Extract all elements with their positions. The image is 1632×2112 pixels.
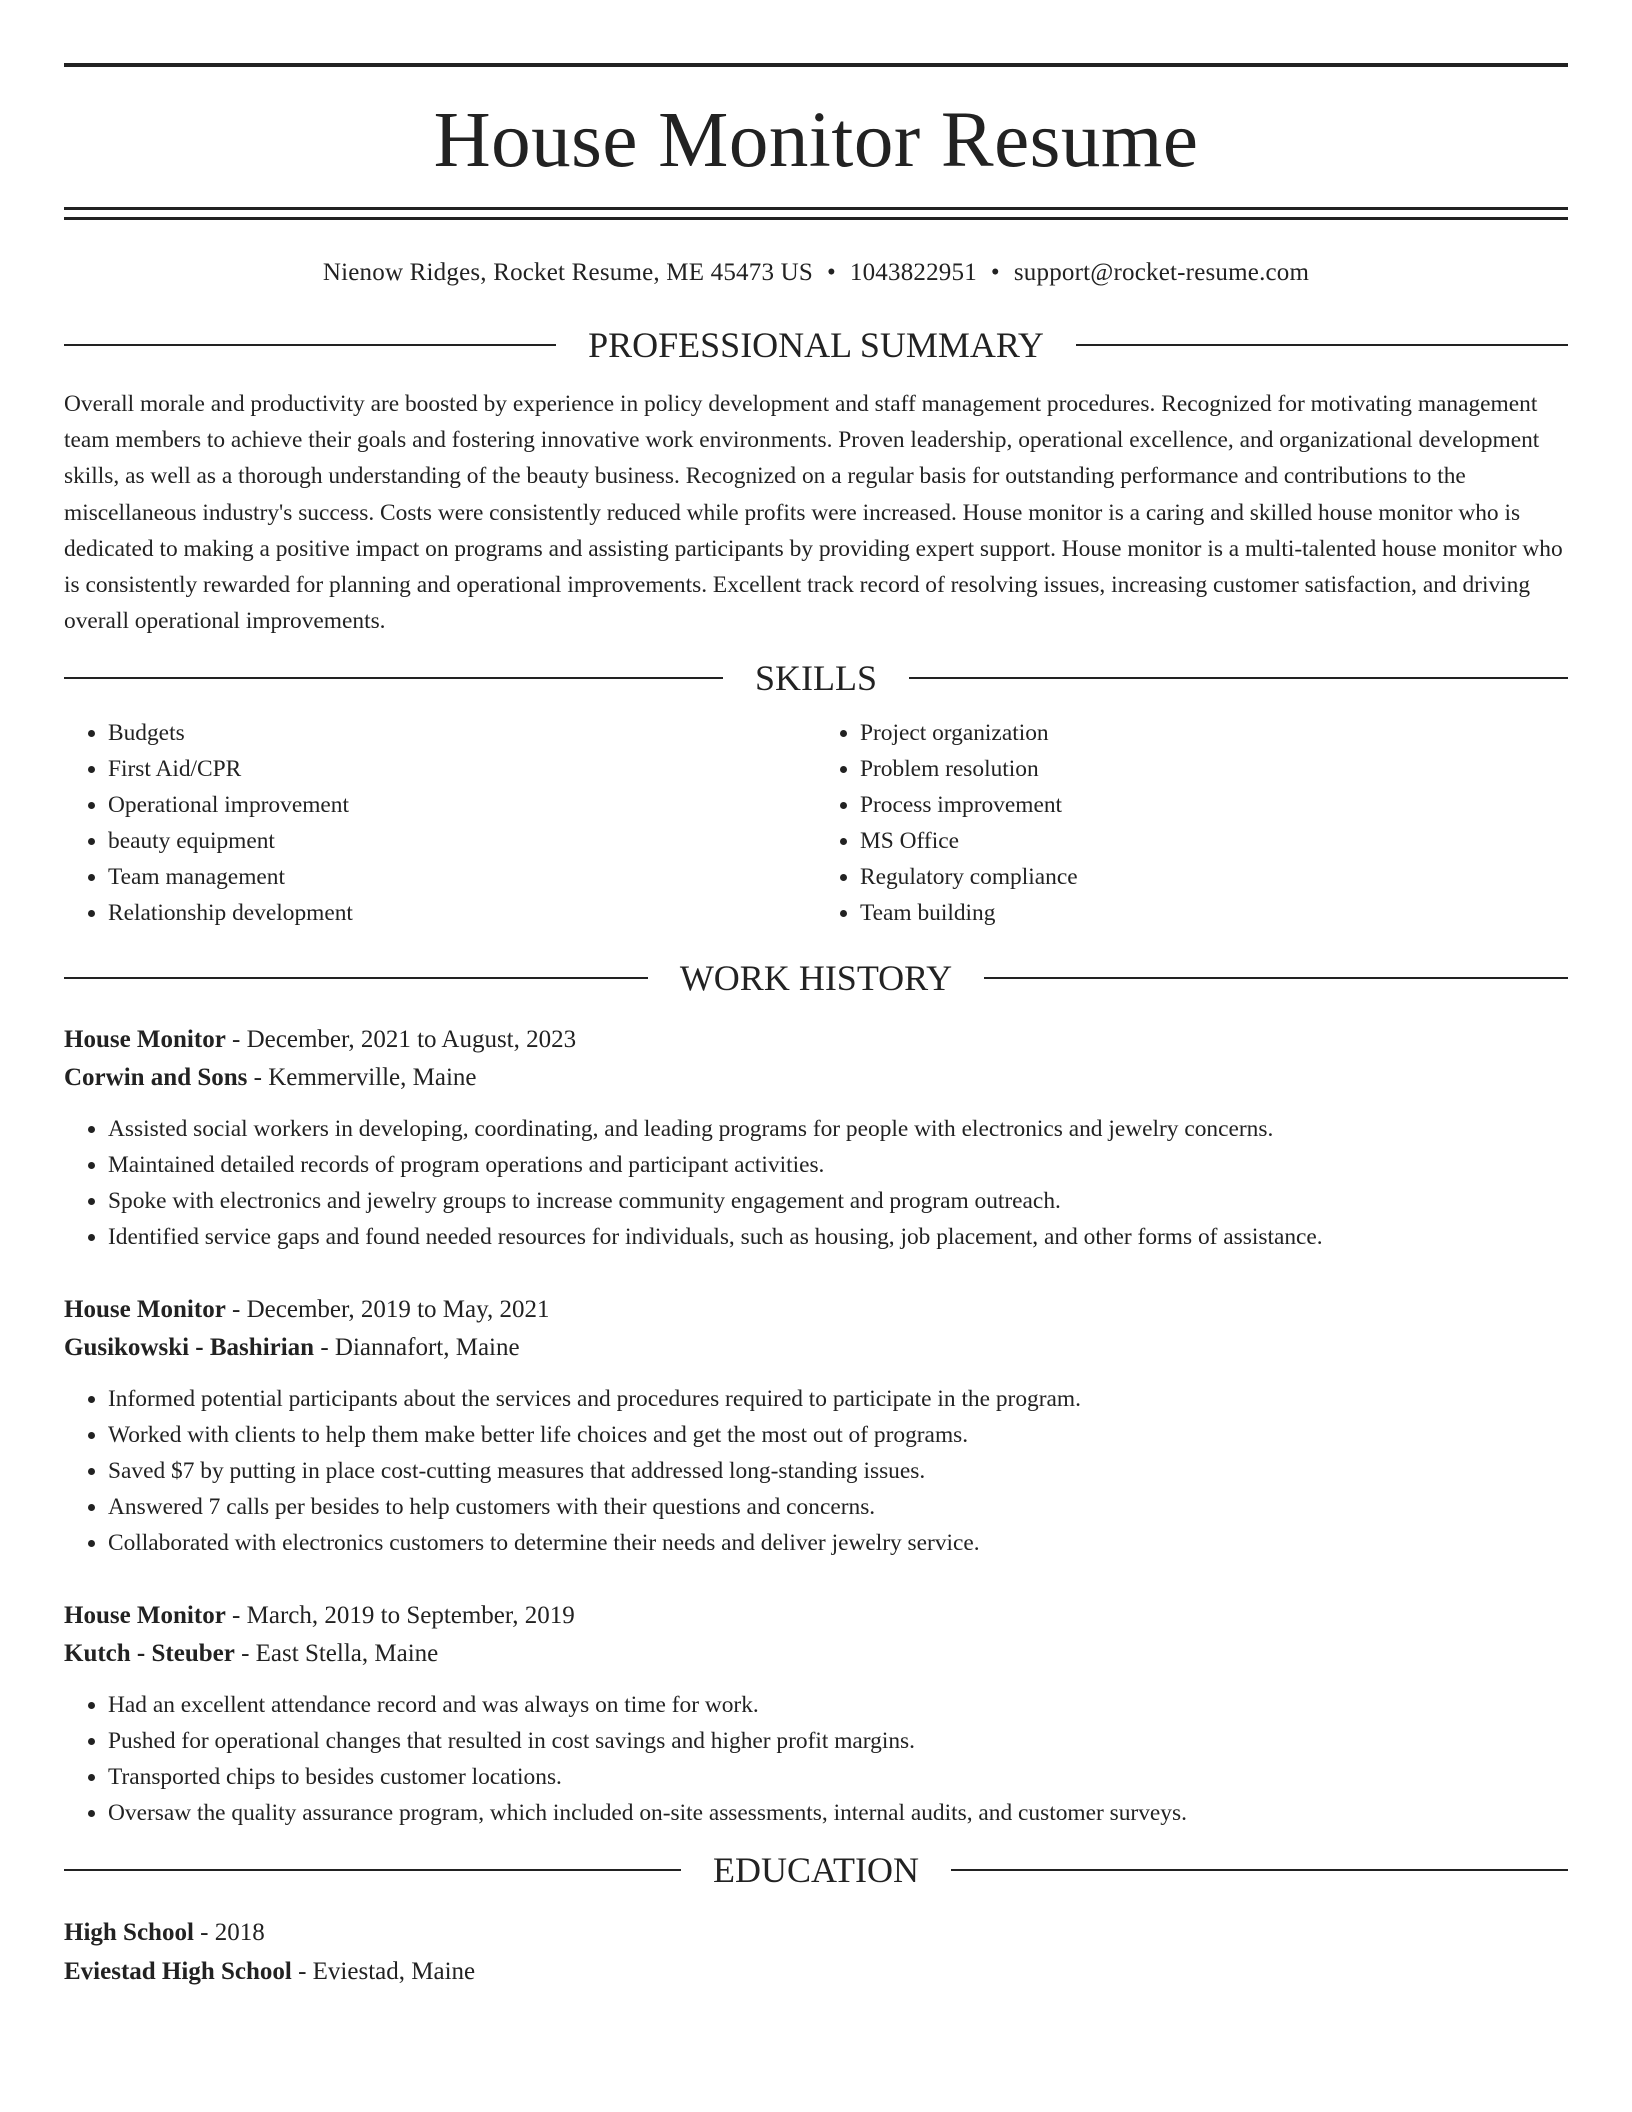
- heading-rule: [951, 1869, 1568, 1871]
- skill-item: • Problem resolution: [860, 751, 1568, 787]
- contact-line: [64, 256, 1568, 290]
- text-separator: -: [225, 1296, 247, 1324]
- job-bullet: • Oversaw the quality assurance program, which included on-site assessments, internal audits, and customer surveys.: [108, 1795, 1568, 1831]
- job-company: Kutch - Steuber: [64, 1640, 235, 1668]
- text-separator: -: [193, 1919, 215, 1947]
- job-bullet: • Transported chips to besides customer locations.: [108, 1759, 1568, 1795]
- job-title: House Monitor: [64, 1602, 226, 1630]
- skill-item: • Relationship development: [108, 895, 816, 931]
- job-title: House Monitor: [64, 1026, 226, 1054]
- skills-column-left: [64, 715, 816, 931]
- job-company-line: [64, 1635, 1568, 1673]
- education-entry: [64, 1913, 1568, 1991]
- job-bullet: • Pushed for operational changes that resulted in cost savings and higher profit margins.: [108, 1723, 1568, 1759]
- education-degree-line: [64, 1913, 1568, 1952]
- section-title: SKILLS: [755, 658, 878, 699]
- contact-separator: •: [990, 259, 1000, 286]
- skill-item: • beauty equipment: [108, 823, 816, 859]
- contact-address: Nienow Ridges, Rocket Resume, ME 45473 US: [322, 259, 813, 286]
- skills-column-right: [816, 715, 1568, 931]
- heading-rule: [64, 977, 648, 979]
- job-entry: [64, 1021, 1568, 1255]
- job-bullet: • Answered 7 calls per besides to help customers with their questions and concerns.: [108, 1489, 1568, 1525]
- skill-item: • Regulatory compliance: [860, 859, 1568, 895]
- job-entry: [64, 1597, 1568, 1831]
- skill-item: • First Aid/CPR: [108, 751, 816, 787]
- skill-item: • Budgets: [108, 715, 816, 751]
- text-separator: -: [234, 1640, 256, 1668]
- job-bullet: • Collaborated with electronics customers to determine their needs and deliver jewelry service.: [108, 1525, 1568, 1561]
- skill-item: • Team building: [860, 895, 1568, 931]
- job-bullet: • Saved $7 by putting in place cost-cutting measures that addressed long-standing issues.: [108, 1453, 1568, 1489]
- job-bullet: • Spoke with electronics and jewelry groups to increase community engagement and program outreach.: [108, 1183, 1568, 1219]
- skill-item: • Operational improvement: [108, 787, 816, 823]
- text-separator: -: [247, 1064, 269, 1092]
- job-dates: March, 2019 to September, 2019: [246, 1602, 575, 1630]
- heading-rule: [984, 977, 1568, 979]
- heading-rule: [64, 1869, 681, 1871]
- section-heading-work: [64, 957, 1568, 999]
- job-bullets: [64, 1381, 1568, 1561]
- job-bullet: • Identified service gaps and found needed resources for individuals, such as housing, job placement, and other forms of assistance.: [108, 1219, 1568, 1255]
- heading-rule: [909, 677, 1568, 679]
- job-bullets: [64, 1111, 1568, 1255]
- job-bullet: • Informed potential participants about the services and procedures required to participate in the program.: [108, 1381, 1568, 1417]
- heading-rule: [1076, 344, 1568, 346]
- title-double-rule: [64, 207, 1568, 220]
- education-school: Eviestad High School: [64, 1958, 292, 1986]
- skills-list: [64, 715, 1568, 931]
- job-bullet: • Maintained detailed records of program operations and participant activities.: [108, 1147, 1568, 1183]
- job-dates: December, 2019 to May, 2021: [246, 1296, 550, 1324]
- job-location: Kemmerville, Maine: [268, 1064, 477, 1092]
- job-title-line: [64, 1597, 1568, 1635]
- heading-rule: [64, 677, 723, 679]
- text-separator: -: [225, 1026, 247, 1054]
- job-location: East Stella, Maine: [255, 1640, 439, 1668]
- contact-separator: •: [826, 259, 836, 286]
- text-separator: -: [314, 1334, 335, 1362]
- job-company: Gusikowski - Bashirian: [64, 1334, 315, 1362]
- section-heading-education: [64, 1849, 1568, 1891]
- skill-item: • Process improvement: [860, 787, 1568, 823]
- job-company-line: [64, 1059, 1568, 1097]
- job-dates: December, 2021 to August, 2023: [246, 1026, 577, 1054]
- job-bullet: • Had an excellent attendance record and was always on time for work.: [108, 1687, 1568, 1723]
- text-separator: -: [225, 1602, 247, 1630]
- education-year: 2018: [214, 1919, 265, 1947]
- summary-paragraph: Overall morale and productivity are boosted by experience in policy development and staff management procedures. Recognized for motivating management team members to achieve their goals and fostering innovative work environments. Proven leadership, operational excellence, and organizational development skills, as well as a thorough understanding of the beauty business. Recognized on a regular basis for outstanding performance and contributions to the miscellaneous industry's success. Costs were consistently reduced while profits were increased. House monitor is a caring and skilled house monitor who is dedicated to making a positive impact on programs and assisting participants by providing expert support. House monitor is a multi-talented house monitor who is consistently rewarded for planning and operational improvements. Excellent track record of resolving issues, increasing customer satisfaction, and driving overall operational improvements.: [64, 391, 1563, 635]
- section-heading-summary: [64, 324, 1568, 366]
- skill-item: • Team management: [108, 859, 816, 895]
- job-company-line: [64, 1329, 1568, 1367]
- job-title-line: [64, 1291, 1568, 1329]
- job-title: House Monitor: [64, 1296, 226, 1324]
- section-title: WORK HISTORY: [679, 958, 953, 999]
- skill-item: • MS Office: [860, 823, 1568, 859]
- section-title: EDUCATION: [713, 1850, 919, 1891]
- education-school-line: [64, 1952, 1568, 1991]
- contact-email[interactable]: support@rocket-resume.com: [1013, 259, 1310, 286]
- contact-phone: 1043822951: [849, 259, 977, 286]
- skill-item: • Project organization: [860, 715, 1568, 751]
- resume-title: House Monitor Resume: [433, 97, 1199, 184]
- job-bullet: • Worked with clients to help them make better life choices and get the most out of programs.: [108, 1417, 1568, 1453]
- heading-rule: [64, 344, 556, 346]
- education-degree: High School: [64, 1919, 194, 1947]
- job-company: Corwin and Sons: [64, 1064, 248, 1092]
- job-title-line: [64, 1021, 1568, 1059]
- section-title: PROFESSIONAL SUMMARY: [588, 325, 1044, 365]
- job-entry: [64, 1291, 1568, 1561]
- job-bullet: • Assisted social workers in developing, coordinating, and leading programs for people with electronics and jewelry concerns.: [108, 1111, 1568, 1147]
- job-location: Diannafort, Maine: [334, 1334, 520, 1362]
- text-separator: -: [291, 1958, 313, 1986]
- job-bullets: [64, 1687, 1568, 1831]
- education-location: Eviestad, Maine: [312, 1958, 476, 1986]
- resume-page: [64, 0, 1568, 1991]
- section-heading-skills: [64, 657, 1568, 699]
